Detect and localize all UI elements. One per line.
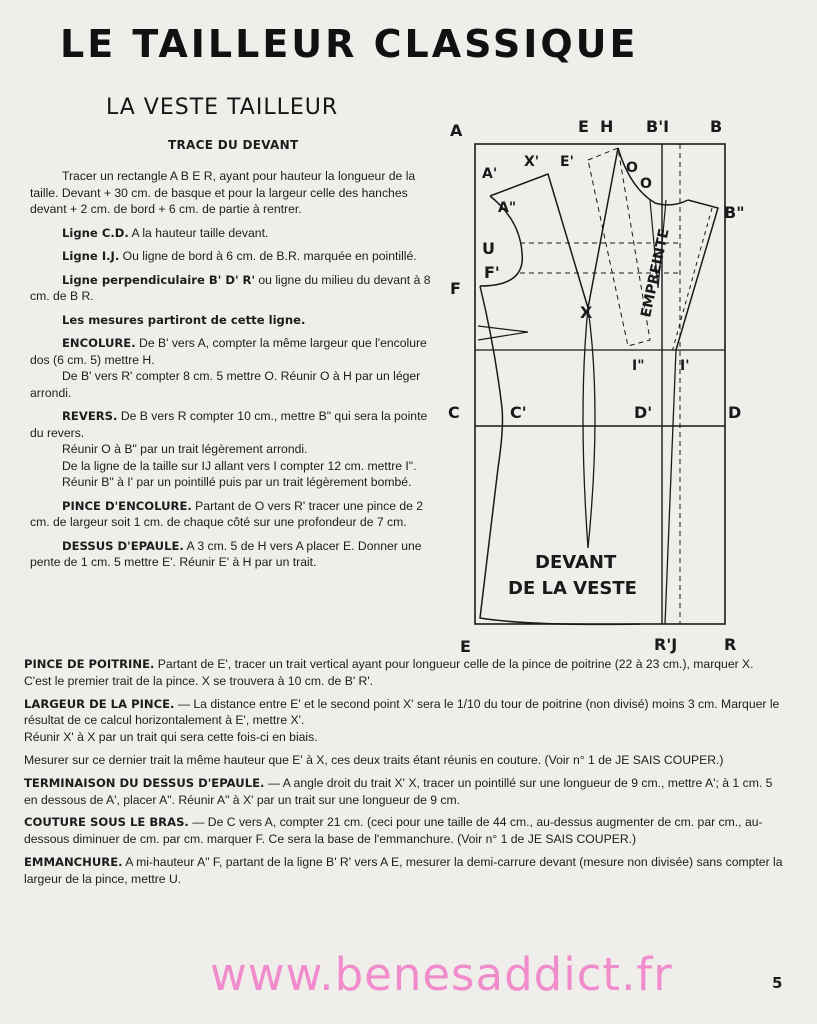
watermark: www.benesaddict.fr [210, 948, 673, 1001]
pince-poitrine-heading: PINCE DE POITRINE. [24, 657, 155, 671]
label-r: R [724, 635, 737, 654]
side-seam [480, 286, 640, 624]
largeur-pince [24, 696, 784, 730]
encolure [30, 335, 442, 368]
label-h: H [600, 117, 614, 136]
ligne-cd-text: A la hauteur taille devant. [131, 225, 269, 240]
ligne-ij [30, 248, 442, 265]
ligne-ij-text: Ou ligne de bord à 6 cm. de B.R. marquée en pointillé. [122, 249, 417, 263]
label-c: C [448, 403, 460, 422]
encolure-text: De B' vers A, compter la même largeur que l'encolure dos (6 cm. 5) mettre H. [30, 336, 427, 367]
ligne-perp-text: ou ligne du milieu du devant à 8 cm. de B R. [30, 272, 431, 303]
largeur-pince-heading: LARGEUR DE LA PINCE. [24, 696, 175, 711]
label-f: F [450, 279, 461, 298]
page-number: 5 [772, 974, 783, 992]
largeur-pince-text-2: Réunir X' à X par un trait qui sera cette fois-ci en biais. [24, 730, 318, 745]
ligne-cd [30, 225, 442, 242]
side-dart [478, 326, 528, 340]
revers-text: De B vers R compter 10 cm., mettre B" qui sera la pointe du revers. [30, 409, 428, 440]
label-x: X [580, 303, 593, 322]
label-o1: O [626, 160, 638, 176]
label-i1: I' [680, 358, 690, 374]
pattern-diagram [440, 108, 770, 668]
lapel-dashed [672, 208, 712, 352]
left-column [30, 168, 442, 578]
label-a: A [450, 121, 463, 140]
pince-encolure-heading: PINCE D'ENCOLURE. [62, 498, 192, 513]
revers [30, 408, 442, 441]
label-x1: X' [524, 154, 540, 170]
label-a2: A" [498, 200, 517, 216]
lapel-line [676, 200, 718, 350]
label-b: B [710, 117, 723, 136]
couture-heading: COUTURE SOUS LE BRAS. [24, 815, 189, 830]
label-d1: D' [634, 403, 653, 422]
label-a1: A' [482, 166, 498, 182]
label-b2: B" [724, 203, 745, 222]
neckline-curve [618, 148, 688, 205]
dessus-epaule-text: A 3 cm. 5 de H vers A placer E. Donner une pente de 1 cm. 5 mettre E'. Réunir E' à H par un trait. [30, 538, 422, 569]
label-e-top: E [578, 117, 589, 136]
revers-heading: REVERS. [62, 409, 118, 423]
shoulder-line [490, 148, 618, 308]
ligne-cd-heading: Ligne C.D. [62, 225, 129, 240]
mesures-note: Les mesures partiront de cette ligne. [62, 312, 306, 327]
label-d: D [728, 403, 742, 422]
largeur-pince-text: — La distance entre E' et le second point X' sera le 1/10 du tour de poitrine (non divisé) moins 3 cm. Marquer le résultat de ce calcul horizontalement à E', mettre X'. [24, 696, 780, 728]
pince-poitrine-text: Partant de E', tracer un trait vertical ayant pour longueur celle de la pince de poitrine (22 à 23 cm.), marquer X. C'est le premier trait de la pince. X se trouvera à 10 cm. de B' R'. [24, 657, 754, 688]
couture [24, 814, 784, 848]
label-de-la-veste: DE LA VESTE [508, 578, 637, 599]
section-title: TRACE DU DEVANT [168, 138, 299, 152]
dessus-epaule [30, 538, 442, 571]
terminaison-heading: TERMINAISON DU DESSUS D'EPAULE. [24, 775, 265, 790]
ligne-perp-heading: Ligne perpendiculaire B' D' R' [62, 272, 256, 287]
label-f1: F' [484, 263, 500, 282]
revers-text-3: De la ligne de la taille sur IJ allant vers I compter 12 cm. mettre I". [62, 458, 417, 473]
emmanchure [24, 854, 784, 888]
label-o2: O [640, 176, 652, 192]
terminaison-text: — A angle droit du trait X' X, tracer un pointillé sur une longueur de 9 cm., mettre A'; à 1 cm. 5 en dessous de A', placer A". Réunir A" à X' par un trait sur une longueur de 9 cm. [24, 775, 773, 807]
revers-text-4: Réunir B" à I' par un pointillé puis par un trait légèrement bombé. [62, 475, 412, 489]
encolure-text-2: De B' vers R' compter 8 cm. 5 mettre O. Réunir O à H par un léger arrondi. [30, 369, 421, 400]
couture-text: — De C vers A, compter 21 cm. (ceci pour une taille de 44 cm., au-dessus augmenter de cm. par cm., au-dessous diminuer de cm. par cm. marquer F. Ce sera la base de l'emmanchure. (Voir n° 1 de JE SAIS COUPER.) [24, 815, 763, 847]
terminaison [24, 775, 784, 809]
bust-dart [583, 308, 595, 548]
pince-encolure-text: Partant de O vers R' tracer une pince de 2 cm. de largeur soit 1 cm. de chaque côté sur une profondeur de 7 cm. [30, 498, 424, 529]
front-edge [665, 350, 676, 624]
largeur-pince-text-3: Mesurer sur ce dernier trait la même hauteur que E' à X, ces deux traits étant réunis en couture. (Voir n° 1 de JE SAIS COUPER.) [24, 752, 724, 767]
label-rj: R'J [654, 635, 678, 654]
label-e-bottom: E [460, 637, 471, 656]
ligne-ij-heading: Ligne I.J. [62, 249, 120, 263]
wide-text [24, 656, 784, 894]
page-subtitle: LA VESTE TAILLEUR [106, 95, 339, 120]
page-title: LE TAILLEUR CLASSIQUE [60, 22, 639, 66]
label-i2: I" [632, 358, 645, 374]
encolure-heading: ENCOLURE. [62, 336, 136, 350]
label-devant: DEVANT [535, 552, 617, 573]
emmanchure-text: A mi-hauteur A" F, partant de la ligne B' R' vers A E, mesurer la demi-carrure devant (mesure non divisée) sans compter la largeur de la pince, mettre U. [24, 854, 783, 886]
intro-paragraph: Tracer un rectangle A B E R, ayant pour hauteur la longueur de la taille. Devant + 30 cm. de basque et pour la largeur celle des hanches devant + 2 cm. de bord + 6 cm. de partie à rentrer. [30, 169, 416, 216]
dessus-epaule-heading: DESSUS D'EPAULE. [62, 538, 184, 553]
pince-encolure [30, 498, 442, 531]
label-u: U [482, 239, 495, 258]
label-e1: E' [560, 154, 574, 170]
emmanchure-heading: EMMANCHURE. [24, 854, 123, 869]
ligne-perp [30, 272, 442, 305]
label-c1: C' [510, 403, 527, 422]
label-b1: B'I [646, 117, 670, 136]
label-empreinte: EMPREINTE [638, 227, 673, 319]
revers-text-2: Réunir O à B" par un trait légèrement arrondi. [62, 442, 308, 456]
